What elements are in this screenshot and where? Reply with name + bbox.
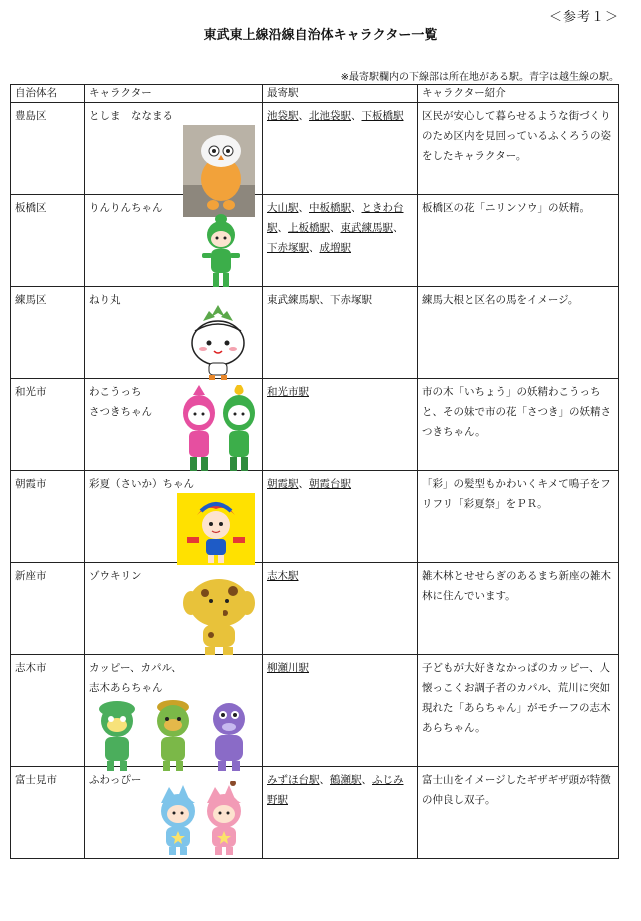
table-row xyxy=(11,563,619,655)
intro-cell: 練馬大根と区名の馬をイメージ。 xyxy=(418,287,619,379)
table-row xyxy=(11,471,619,563)
character-name: わこうっち xyxy=(89,386,142,398)
station-name: ときわ台駅 xyxy=(267,202,404,234)
station-name: 上板橋駅 xyxy=(288,222,330,234)
reference-label: ＜参考１＞ xyxy=(548,10,619,25)
table-row xyxy=(11,767,619,859)
character-name: としま ななまる xyxy=(89,110,173,122)
character-cell xyxy=(85,103,263,195)
station-name: 朝霞駅 xyxy=(267,478,299,490)
character-cell xyxy=(85,767,263,859)
station-separator: 、 xyxy=(319,774,330,786)
municipality-cell: 朝霞市 xyxy=(11,471,85,563)
character-name: カッピー、カパル、 xyxy=(89,662,182,674)
character-cell xyxy=(85,379,263,471)
table-row xyxy=(11,655,619,767)
station-name: 下赤塚駅 xyxy=(330,294,372,306)
header-municipality: 自治体名 xyxy=(11,85,85,103)
station-name: 東武練馬駅 xyxy=(267,294,320,306)
station-cell xyxy=(263,767,418,859)
character-name: ゾウキリン xyxy=(89,570,142,582)
municipality-cell: 新座市 xyxy=(11,563,85,655)
station-name: 北池袋駅 xyxy=(309,110,351,122)
character-name: 志木あらちゃん xyxy=(89,682,163,694)
document-title: 東武東上線沿線自治体キャラクター一覧 xyxy=(203,28,438,43)
radish-horse-mascot-icon xyxy=(181,303,255,381)
station-name: 成増駅 xyxy=(319,242,351,254)
character-name: さつきちゃん xyxy=(89,406,152,418)
intro-cell: 「彩」の髪型もかわいくキメて鳴子をフリフリ「彩夏祭」をＰＲ。 xyxy=(418,471,619,563)
station-separator: 、 xyxy=(319,294,330,306)
station-cell xyxy=(263,379,418,471)
station-separator: 、 xyxy=(393,222,404,234)
station-note: ※最寄駅欄内の下線部は所在地がある駅。青字は越生線の駅。 xyxy=(340,72,619,83)
character-name: 彩夏（さいか）ちゃん xyxy=(89,478,194,490)
station-name: 下赤塚駅 xyxy=(267,242,309,254)
character-cell xyxy=(85,471,263,563)
station-cell xyxy=(263,471,418,563)
station-name: 志木駅 xyxy=(267,570,299,582)
character-cell xyxy=(85,195,263,287)
character-name: ねり丸 xyxy=(89,294,121,306)
station-separator: 、 xyxy=(298,202,309,214)
station-name: 池袋駅 xyxy=(267,110,299,122)
character-cell xyxy=(85,563,263,655)
header-intro: キャラクター紹介 xyxy=(418,85,619,103)
station-cell xyxy=(263,287,418,379)
intro-cell: 雑木林とせせらぎのあるまち新座の雑木林に住んでいます。 xyxy=(418,563,619,655)
character-cell xyxy=(85,287,263,379)
character-name: ふわっぴー xyxy=(89,774,142,786)
municipality-cell: 練馬区 xyxy=(11,287,85,379)
table-row xyxy=(11,287,619,379)
station-name: 和光市駅 xyxy=(267,386,309,398)
station-name: ふじみ野駅 xyxy=(267,774,404,806)
green-fairy-mascot-icon xyxy=(197,213,245,289)
station-name: 大山駅 xyxy=(267,202,299,214)
elephant-giraffe-mascot-icon xyxy=(181,571,257,657)
station-name: 鶴瀬駅 xyxy=(330,774,362,786)
station-cell xyxy=(263,655,418,767)
station-cell xyxy=(263,103,418,195)
station-separator: 、 xyxy=(330,222,341,234)
intro-cell: 子どもが大好きなかっぱのカッピー、人懐っこくお調子者のカパル、荒川に突如現れた「あらちゃん」がモチーフの志木あらちゃん。 xyxy=(418,655,619,767)
station-cell xyxy=(263,195,418,287)
table-row xyxy=(11,195,619,287)
character-table xyxy=(10,84,619,859)
municipality-cell: 豊島区 xyxy=(11,103,85,195)
station-name: みずほ台駅 xyxy=(267,774,320,786)
municipality-cell: 富士見市 xyxy=(11,767,85,859)
station-separator: 、 xyxy=(361,774,372,786)
table-row xyxy=(11,103,619,195)
station-name: 中板橋駅 xyxy=(309,202,351,214)
municipality-cell: 和光市 xyxy=(11,379,85,471)
character-name: りんりんちゃん xyxy=(89,202,163,214)
station-name: 東武練馬駅 xyxy=(340,222,393,234)
ginkgo-azalea-fairies-icon xyxy=(179,383,259,475)
station-separator: 、 xyxy=(298,110,309,122)
fuji-twins-mascot-icon xyxy=(149,781,253,855)
station-name: 柳瀬川駅 xyxy=(267,662,309,674)
table-header-row xyxy=(11,85,619,103)
intro-cell: 区民が安心して暮らせるような街づくりのため区内を見回っているふくろうの姿をしたキャラクター。 xyxy=(418,103,619,195)
station-separator: 、 xyxy=(309,242,320,254)
station-separator: 、 xyxy=(351,110,362,122)
kappa-mascots-icon xyxy=(89,695,259,775)
intro-cell: 市の木「いちょう」の妖精わこうっちと、その妹で市の花「さつき」の妖精さつきちゃん。 xyxy=(418,379,619,471)
station-name: 下板橋駅 xyxy=(361,110,404,122)
station-separator: 、 xyxy=(277,222,288,234)
municipality-cell: 板橋区 xyxy=(11,195,85,287)
table-row xyxy=(11,379,619,471)
station-name: 朝霞台駅 xyxy=(309,478,351,490)
header-character: キャラクター xyxy=(85,85,263,103)
station-cell xyxy=(263,563,418,655)
municipality-cell: 志木市 xyxy=(11,655,85,767)
naruko-girl-mascot-icon xyxy=(177,493,255,565)
intro-cell: 富士山をイメージしたギザギザ頭が特徴の仲良し双子。 xyxy=(418,767,619,859)
header-station: 最寄駅 xyxy=(263,85,418,103)
station-separator: 、 xyxy=(351,202,362,214)
character-cell xyxy=(85,655,263,767)
station-separator: 、 xyxy=(298,478,309,490)
intro-cell: 板橋区の花「ニリンソウ」の妖精。 xyxy=(418,195,619,287)
